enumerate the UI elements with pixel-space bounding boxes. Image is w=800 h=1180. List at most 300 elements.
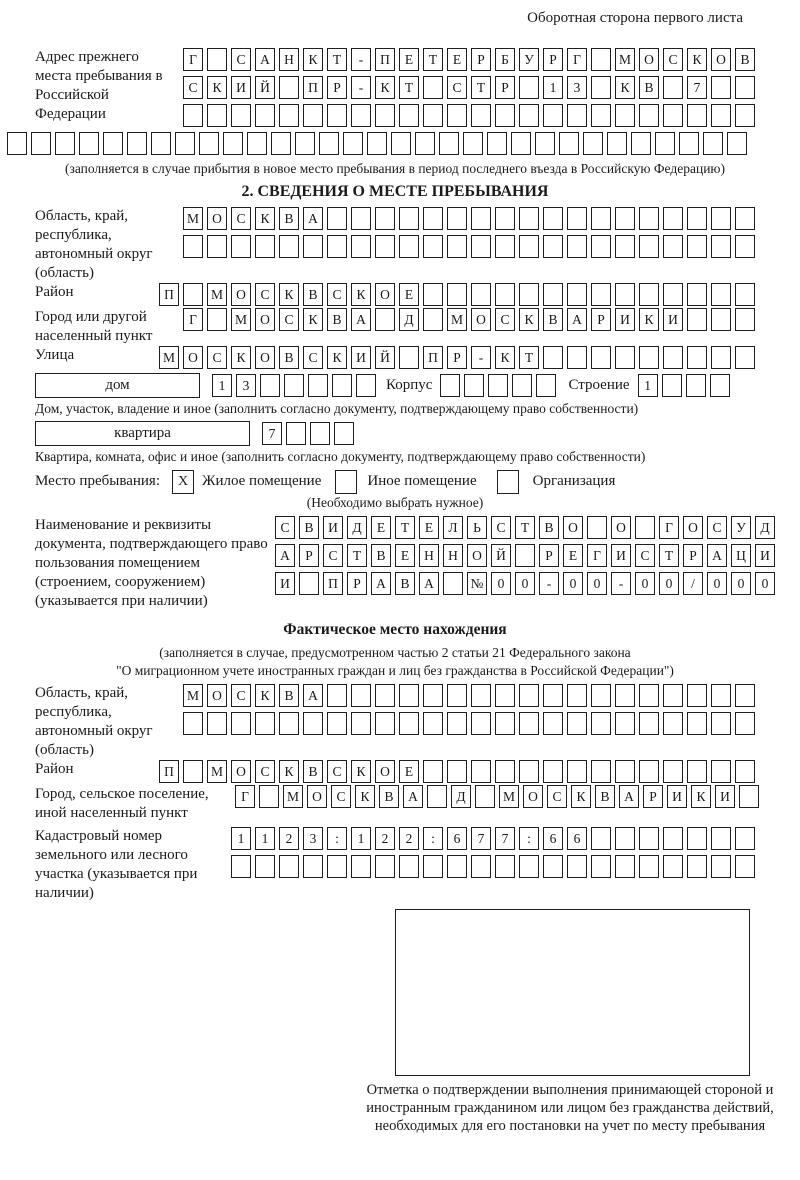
- char-cell: Р: [347, 572, 367, 595]
- char-cell: [655, 132, 675, 155]
- char-cell: [427, 785, 447, 808]
- house-box-label: дом: [105, 377, 130, 393]
- organization-checkbox: [497, 470, 519, 494]
- char-cell: [279, 76, 299, 99]
- char-cell: [739, 785, 759, 808]
- char-cell: [591, 104, 611, 127]
- prev-address-label: Адрес прежнего места пребывания в Российской Федерации: [35, 49, 163, 122]
- char-cell: 0: [755, 572, 775, 595]
- cadastral-row-2: [231, 855, 755, 878]
- char-cell: [183, 104, 203, 127]
- char-cell: Р: [471, 48, 491, 71]
- char-cell: М: [159, 346, 179, 369]
- char-cell: Г: [567, 48, 587, 71]
- char-cell: [356, 374, 376, 397]
- char-cell: Ь: [467, 516, 487, 539]
- char-cell: О: [467, 544, 487, 567]
- char-cell: [423, 855, 443, 878]
- char-cell: М: [207, 283, 227, 306]
- char-cell: 0: [731, 572, 751, 595]
- char-cell: [663, 104, 683, 127]
- char-cell: 7: [687, 76, 707, 99]
- char-cell: С: [495, 308, 515, 331]
- char-cell: Г: [183, 48, 203, 71]
- char-cell: [183, 760, 203, 783]
- organization-option-label: Организация: [532, 473, 616, 489]
- char-cell: [663, 235, 683, 258]
- char-cell: [686, 374, 706, 397]
- char-cell: С: [327, 283, 347, 306]
- char-cell: [423, 283, 443, 306]
- char-cell: Н: [419, 544, 439, 567]
- char-cell: [591, 235, 611, 258]
- char-cell: [295, 132, 315, 155]
- char-cell: [151, 132, 171, 155]
- char-cell: [303, 104, 323, 127]
- char-cell: [471, 235, 491, 258]
- char-cell: А: [619, 785, 639, 808]
- char-cell: [711, 346, 731, 369]
- char-cell: [175, 132, 195, 155]
- char-cell: [711, 207, 731, 230]
- char-cell: [127, 132, 147, 155]
- other-premises-checkbox: [335, 470, 357, 494]
- char-cell: В: [299, 516, 319, 539]
- char-cell: [284, 374, 304, 397]
- char-cell: С: [447, 76, 467, 99]
- char-cell: [687, 104, 707, 127]
- char-cell: О: [183, 346, 203, 369]
- cadastral-label: Кадастровый номер земельного или лесного участка (указывается при наличии): [35, 828, 198, 901]
- char-cell: 3: [567, 76, 587, 99]
- char-cell: [639, 104, 659, 127]
- char-cell: А: [419, 572, 439, 595]
- char-cell: -: [471, 346, 491, 369]
- district-row: [159, 283, 755, 306]
- char-cell: [735, 827, 755, 850]
- char-cell: [260, 374, 280, 397]
- char-cell: [639, 207, 659, 230]
- char-cell: [735, 283, 755, 306]
- char-cell: А: [403, 785, 423, 808]
- char-cell: [711, 308, 731, 331]
- char-cell: 6: [447, 827, 467, 850]
- region-label: Область, край, республика, автономный округ (область): [35, 208, 153, 281]
- char-cell: К: [691, 785, 711, 808]
- char-cell: [471, 104, 491, 127]
- char-cell: [488, 374, 508, 397]
- char-cell: [423, 308, 443, 331]
- char-cell: [543, 855, 563, 878]
- char-cell: [583, 132, 603, 155]
- street-row: [159, 346, 755, 369]
- char-cell: И: [663, 308, 683, 331]
- char-cell: К: [279, 283, 299, 306]
- district-field: [35, 283, 755, 306]
- char-cell: 0: [563, 572, 583, 595]
- char-cell: М: [447, 308, 467, 331]
- char-cell: [231, 712, 251, 735]
- char-cell: [439, 132, 459, 155]
- apartment-caption: Квартира, комната, офис и иное (заполнить согласно документу, подтверждающему право собственности): [35, 449, 646, 464]
- char-cell: [447, 855, 467, 878]
- char-cell: П: [375, 48, 395, 71]
- char-cell: М: [499, 785, 519, 808]
- char-cell: К: [495, 346, 515, 369]
- char-cell: [615, 684, 635, 707]
- char-cell: 6: [567, 827, 587, 850]
- char-cell: [663, 76, 683, 99]
- residential-option-label: Жилое помещение: [202, 473, 322, 489]
- char-cell: 2: [375, 827, 395, 850]
- char-cell: [711, 76, 731, 99]
- char-cell: Г: [235, 785, 255, 808]
- char-cell: Р: [539, 544, 559, 567]
- char-cell: [711, 827, 731, 850]
- char-cell: [495, 684, 515, 707]
- char-cell: [567, 346, 587, 369]
- char-cell: С: [207, 346, 227, 369]
- char-cell: 1: [212, 374, 232, 397]
- char-cell: 2: [399, 827, 419, 850]
- char-cell: К: [351, 283, 371, 306]
- char-cell: [415, 132, 435, 155]
- apartment-box-label: квартира: [114, 425, 171, 441]
- char-cell: А: [371, 572, 391, 595]
- char-cell: [327, 207, 347, 230]
- char-cell: [487, 132, 507, 155]
- char-cell: [663, 684, 683, 707]
- char-cell: [447, 235, 467, 258]
- char-cell: [286, 422, 306, 445]
- char-cell: [512, 374, 532, 397]
- char-cell: [519, 684, 539, 707]
- char-cell: В: [395, 572, 415, 595]
- char-cell: [399, 104, 419, 127]
- char-cell: [399, 346, 419, 369]
- char-cell: [423, 235, 443, 258]
- char-cell: [711, 855, 731, 878]
- char-cell: П: [159, 283, 179, 306]
- char-cell: В: [639, 76, 659, 99]
- char-cell: [31, 132, 51, 155]
- char-cell: [423, 76, 443, 99]
- char-cell: Л: [443, 516, 463, 539]
- char-cell: [687, 308, 707, 331]
- document-row-3: [275, 572, 775, 595]
- char-cell: О: [375, 283, 395, 306]
- char-cell: [279, 104, 299, 127]
- char-cell: [103, 132, 123, 155]
- char-cell: Р: [299, 544, 319, 567]
- char-cell: С: [491, 516, 511, 539]
- char-cell: [447, 283, 467, 306]
- char-cell: С: [275, 516, 295, 539]
- char-cell: [327, 712, 347, 735]
- char-cell: [663, 283, 683, 306]
- char-cell: И: [323, 516, 343, 539]
- char-cell: [464, 374, 484, 397]
- document-label: Наименование и реквизиты документа, подтверждающего право пользования помещением (строением, сооружением) (указывается при наличии): [35, 517, 268, 609]
- char-cell: [279, 712, 299, 735]
- char-cell: [303, 855, 323, 878]
- char-cell: С: [327, 760, 347, 783]
- stay-type-label: Место пребывания:: [35, 473, 160, 489]
- char-cell: [519, 760, 539, 783]
- char-cell: :: [327, 827, 347, 850]
- char-cell: [519, 855, 539, 878]
- char-cell: Е: [563, 544, 583, 567]
- char-cell: [310, 422, 330, 445]
- char-cell: [259, 785, 279, 808]
- house-box: [35, 373, 200, 398]
- char-cell: К: [571, 785, 591, 808]
- char-cell: [711, 684, 731, 707]
- residential-checkbox: X: [172, 470, 194, 494]
- actual-location-title: Фактическое место нахождения: [283, 621, 507, 638]
- actual-region-cell-rows: [183, 684, 755, 735]
- char-cell: [399, 855, 419, 878]
- apartment-cells: [262, 422, 354, 445]
- prev-address-row-3: [183, 104, 755, 127]
- char-cell: /: [683, 572, 703, 595]
- char-cell: 0: [587, 572, 607, 595]
- char-cell: Т: [515, 516, 535, 539]
- prev-address-field: [35, 48, 755, 127]
- street-label: Улица: [35, 347, 75, 363]
- char-cell: [423, 712, 443, 735]
- char-cell: [447, 207, 467, 230]
- char-cell: [559, 132, 579, 155]
- char-cell: Р: [643, 785, 663, 808]
- char-cell: П: [159, 760, 179, 783]
- char-cell: [567, 104, 587, 127]
- char-cell: А: [303, 684, 323, 707]
- char-cell: [543, 346, 563, 369]
- char-cell: [511, 132, 531, 155]
- char-cell: Е: [399, 48, 419, 71]
- char-cell: К: [231, 346, 251, 369]
- char-cell: [515, 544, 535, 567]
- char-cell: [443, 572, 463, 595]
- char-cell: [615, 827, 635, 850]
- char-cell: :: [519, 827, 539, 850]
- char-cell: [351, 855, 371, 878]
- char-cell: 2: [279, 827, 299, 850]
- document-row-2: [275, 544, 775, 567]
- cadastral-row-1: [231, 827, 755, 850]
- char-cell: С: [547, 785, 567, 808]
- apartment-box: [35, 421, 250, 446]
- char-cell: -: [351, 48, 371, 71]
- char-cell: [663, 760, 683, 783]
- house-row: [35, 373, 755, 398]
- char-cell: К: [255, 684, 275, 707]
- char-cell: Т: [423, 48, 443, 71]
- house-cells: [212, 374, 376, 397]
- char-cell: Д: [347, 516, 367, 539]
- char-cell: [495, 283, 515, 306]
- char-cell: И: [275, 572, 295, 595]
- char-cell: [639, 283, 659, 306]
- char-cell: [687, 207, 707, 230]
- actual-district-label: Район: [35, 761, 74, 777]
- char-cell: [663, 207, 683, 230]
- char-cell: [319, 132, 339, 155]
- char-cell: [447, 684, 467, 707]
- char-cell: К: [303, 48, 323, 71]
- char-cell: [615, 104, 635, 127]
- char-cell: Е: [371, 516, 391, 539]
- char-cell: [299, 572, 319, 595]
- cadastral-field: [35, 827, 755, 903]
- region-row-2: [183, 235, 755, 258]
- document-field: [35, 516, 770, 611]
- char-cell: [351, 712, 371, 735]
- char-cell: К: [327, 346, 347, 369]
- char-cell: О: [307, 785, 327, 808]
- char-cell: -: [351, 76, 371, 99]
- char-cell: [207, 48, 227, 71]
- char-cell: И: [667, 785, 687, 808]
- street-field: [35, 346, 755, 369]
- char-cell: [703, 132, 723, 155]
- char-cell: 3: [236, 374, 256, 397]
- char-cell: 7: [262, 422, 282, 445]
- char-cell: [351, 684, 371, 707]
- cadastral-cell-rows: [231, 827, 755, 878]
- char-cell: Р: [543, 48, 563, 71]
- char-cell: [495, 855, 515, 878]
- char-cell: [279, 235, 299, 258]
- char-cell: [615, 283, 635, 306]
- char-cell: О: [255, 308, 275, 331]
- region-cell-rows: [183, 207, 755, 258]
- char-cell: В: [327, 308, 347, 331]
- char-cell: И: [231, 76, 251, 99]
- actual-region-field: [35, 684, 755, 760]
- city-label: Город или другой населенный пункт: [35, 309, 153, 344]
- char-cell: О: [207, 684, 227, 707]
- char-cell: С: [279, 308, 299, 331]
- char-cell: [587, 516, 607, 539]
- char-cell: [687, 684, 707, 707]
- char-cell: К: [303, 308, 323, 331]
- char-cell: [615, 235, 635, 258]
- char-cell: Т: [519, 346, 539, 369]
- char-cell: 3: [303, 827, 323, 850]
- char-cell: [591, 827, 611, 850]
- char-cell: [471, 684, 491, 707]
- char-cell: Е: [395, 544, 415, 567]
- char-cell: [639, 827, 659, 850]
- char-cell: [567, 207, 587, 230]
- char-cell: А: [707, 544, 727, 567]
- char-cell: К: [279, 760, 299, 783]
- char-cell: [495, 207, 515, 230]
- char-cell: [567, 235, 587, 258]
- char-cell: [591, 760, 611, 783]
- char-cell: [471, 283, 491, 306]
- char-cell: [591, 76, 611, 99]
- char-cell: Е: [419, 516, 439, 539]
- char-cell: [375, 308, 395, 331]
- char-cell: [423, 104, 443, 127]
- char-cell: 1: [543, 76, 563, 99]
- char-cell: С: [255, 760, 275, 783]
- char-cell: [543, 283, 563, 306]
- char-cell: [615, 207, 635, 230]
- char-cell: Е: [399, 760, 419, 783]
- char-cell: [495, 235, 515, 258]
- char-cell: [591, 712, 611, 735]
- char-cell: 0: [707, 572, 727, 595]
- char-cell: [207, 235, 227, 258]
- other-premises-option-label: Иное помещение: [367, 473, 477, 489]
- char-cell: 0: [515, 572, 535, 595]
- char-cell: [639, 235, 659, 258]
- char-cell: В: [595, 785, 615, 808]
- char-cell: Н: [279, 48, 299, 71]
- char-cell: [735, 308, 755, 331]
- city-row: [183, 308, 755, 331]
- char-cell: А: [351, 308, 371, 331]
- char-cell: Р: [447, 346, 467, 369]
- document-row-1: [275, 516, 775, 539]
- char-cell: -: [539, 572, 559, 595]
- char-cell: [495, 104, 515, 127]
- char-cell: А: [567, 308, 587, 331]
- settlement-field: [35, 785, 755, 823]
- char-cell: [423, 684, 443, 707]
- char-cell: [519, 235, 539, 258]
- char-cell: М: [183, 684, 203, 707]
- char-cell: [615, 712, 635, 735]
- char-cell: Е: [399, 283, 419, 306]
- prev-address-caption: (заполняется в случае прибытия в новое место пребывания в период последнего въезда в Российскую Федерацию): [64, 161, 726, 176]
- korpus-cells: [440, 374, 556, 397]
- char-cell: И: [715, 785, 735, 808]
- char-cell: К: [687, 48, 707, 71]
- char-cell: [615, 760, 635, 783]
- char-cell: А: [275, 544, 295, 567]
- char-cell: Р: [327, 76, 347, 99]
- region-row-1: [183, 207, 755, 230]
- char-cell: 1: [255, 827, 275, 850]
- char-cell: [735, 235, 755, 258]
- char-cell: [543, 712, 563, 735]
- char-cell: 6: [543, 827, 563, 850]
- char-cell: И: [615, 308, 635, 331]
- char-cell: [327, 855, 347, 878]
- city-field: [35, 308, 755, 346]
- char-cell: П: [323, 572, 343, 595]
- char-cell: [567, 283, 587, 306]
- char-cell: [639, 760, 659, 783]
- char-cell: [399, 712, 419, 735]
- char-cell: [687, 235, 707, 258]
- char-cell: [471, 855, 491, 878]
- char-cell: [423, 207, 443, 230]
- char-cell: [639, 346, 659, 369]
- char-cell: [663, 346, 683, 369]
- char-cell: О: [231, 760, 251, 783]
- char-cell: [711, 760, 731, 783]
- char-cell: К: [351, 760, 371, 783]
- char-cell: [199, 132, 219, 155]
- char-cell: Д: [755, 516, 775, 539]
- char-cell: [727, 132, 747, 155]
